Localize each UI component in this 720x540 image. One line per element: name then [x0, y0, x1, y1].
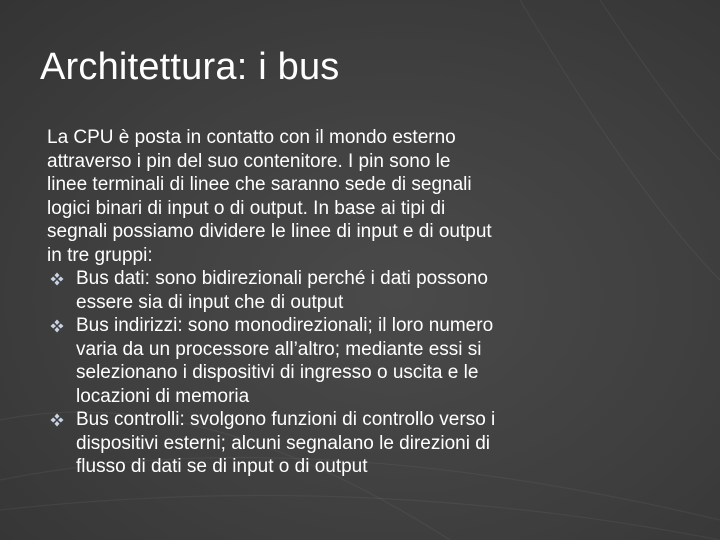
- bullet-list: [47, 267, 627, 479]
- bullet-line: selezionano i dispositivi di ingresso o uscita e le: [76, 362, 479, 383]
- bullet-line: essere sia di input che di output: [76, 291, 344, 313]
- intro-line: linee terminali di linee che saranno sede di segnali: [47, 174, 472, 195]
- slide-body: [47, 126, 627, 479]
- diamond-bullet-icon: [50, 319, 64, 333]
- intro-line: logici binari di input o di output. In base ai tipi di: [47, 197, 446, 219]
- bullet-line: dispositivi esterni; alcuni segnalano le direzioni di: [76, 432, 491, 454]
- intro-line: La CPU è posta in contatto con il mondo esterno: [47, 127, 456, 148]
- intro-line: in tre gruppi:: [47, 244, 153, 266]
- bullet-line: locazioni di memoria: [76, 385, 250, 407]
- bullet-item-bus-controlli: [47, 408, 627, 479]
- bullet-item-bus-dati: [47, 267, 627, 314]
- slide-title: Architettura: i bus: [40, 46, 340, 88]
- bullet-line: varia da un processore all’altro; mediante essi si: [76, 338, 482, 360]
- intro-paragraph: [47, 126, 627, 267]
- bullet-line: flusso di dati se di input o di output: [76, 456, 368, 477]
- diamond-bullet-icon: [50, 413, 64, 427]
- intro-line: segnali possiamo dividere le linee di input e di output: [47, 221, 492, 242]
- bullet-item-bus-indirizzi: [47, 314, 627, 408]
- bullet-line: Bus indirizzi: sono monodirezionali; il loro numero: [76, 315, 494, 336]
- intro-line: attraverso i pin del suo contenitore. I pin sono le: [47, 150, 451, 172]
- bullet-line: Bus dati: sono bidirezionali perché i dati possono: [76, 268, 488, 289]
- diamond-bullet-icon: [50, 272, 64, 286]
- bullet-line: Bus controlli: svolgono funzioni di controllo verso i: [76, 409, 496, 430]
